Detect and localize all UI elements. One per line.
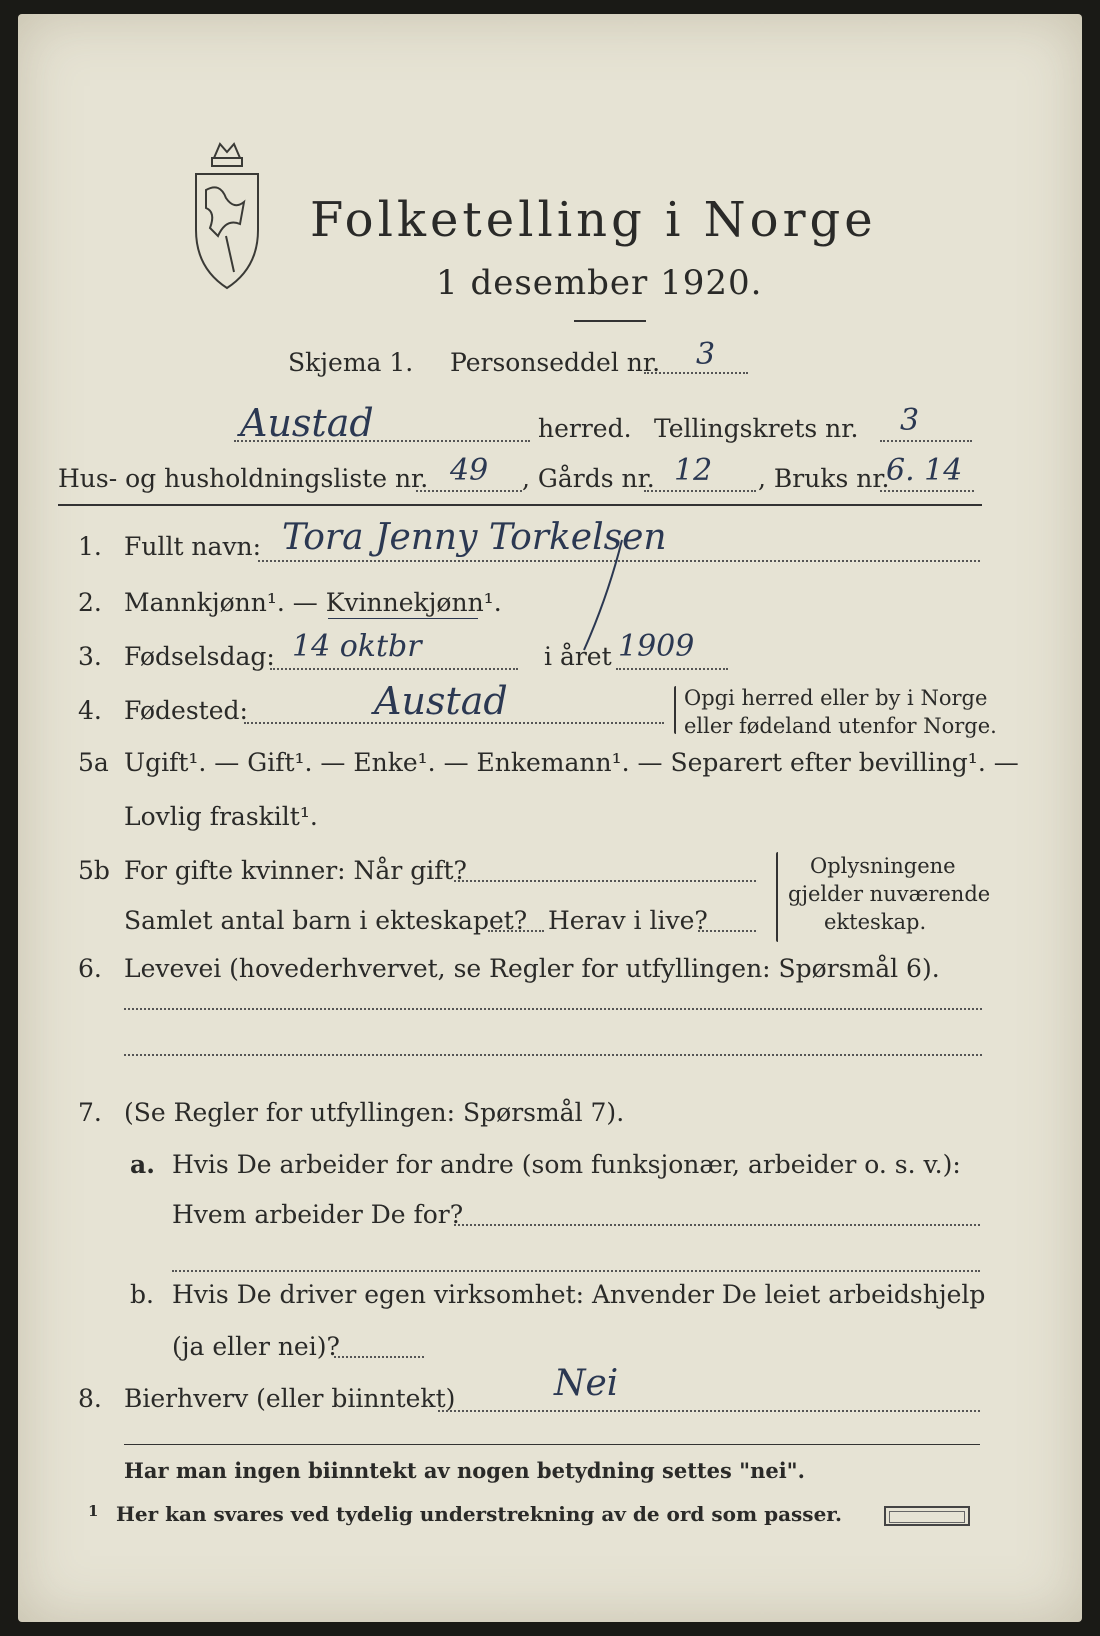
q4-number: 4. (78, 696, 102, 725)
marital-status-options-2: Lovlig fraskilt¹. (124, 802, 318, 831)
hired-help-label: (ja eller nei)? (172, 1332, 340, 1361)
hired-help-field[interactable] (334, 1356, 424, 1358)
married-when-field[interactable] (454, 880, 756, 882)
married-when-label: For gifte kvinner: Når gift? (124, 856, 467, 885)
q3-label: Fødselsdag: (124, 642, 275, 671)
census-form (18, 14, 1082, 1622)
q6-number: 6. (78, 954, 102, 983)
footnote-mark: 1 (88, 1502, 99, 1520)
marital-status-options: Ugift¹. — Gift¹. — Enke¹. — Enkemann¹. — Separert efter bevilling¹. — (124, 748, 1019, 777)
occupation-field-1[interactable] (124, 1008, 982, 1010)
employer-field[interactable] (454, 1224, 980, 1226)
side-income-label: Bierhverv (eller biinntekt) (124, 1384, 456, 1413)
children-count-label: Samlet antal barn i ekteskapet? (124, 906, 528, 935)
q8-number: 8. (78, 1384, 102, 1413)
employer-field-2[interactable] (172, 1270, 980, 1272)
bruks-label: , Bruks nr. (758, 464, 890, 493)
gender-options: Mannkjønn¹. — Kvinnekjønn¹. (124, 588, 502, 617)
side-income-value[interactable]: Nei (554, 1363, 619, 1404)
q7b-label: b. (130, 1280, 154, 1309)
year-label: i året (544, 642, 612, 671)
q7a-line-1: Hvis De arbeider for andre (som funksjonær, arbeider o. s. v.): (172, 1150, 961, 1179)
herred-label: herred. (538, 414, 632, 443)
hus-value[interactable]: 49 (450, 453, 489, 488)
form-title: Folketelling i Norge (310, 192, 877, 248)
nei-note: Har man ingen biinntekt av nogen betydning settes "nei". (124, 1458, 805, 1483)
gards-label: , Gårds nr. (522, 464, 655, 493)
marriage-note-3: ekteskap. (824, 910, 927, 934)
birthday-value[interactable]: 14 oktbr (292, 629, 422, 664)
q5a-number: 5a (78, 748, 109, 777)
q3-number: 3. (78, 642, 102, 671)
personseddel-label: Personseddel nr. (450, 348, 661, 377)
bruks-value[interactable]: 6. 14 (886, 453, 963, 488)
q1-number: 1. (78, 532, 102, 561)
q7-text: (Se Regler for utfyllingen: Spørsmål 7). (124, 1098, 625, 1127)
coat-of-arms-icon (186, 140, 268, 292)
bottom-rule (124, 1444, 980, 1445)
gender-underline (328, 618, 478, 619)
title-divider (574, 320, 646, 322)
employer-label: Hvem arbeider De for? (172, 1200, 464, 1229)
gards-value[interactable]: 12 (674, 453, 713, 488)
tellingskrets-value[interactable]: 3 (900, 403, 920, 438)
census-date: 1 desember 1920. (436, 263, 763, 303)
stamp-icon (884, 1506, 970, 1526)
birthplace-value[interactable]: Austad (374, 679, 508, 723)
children-count-field[interactable] (488, 930, 544, 932)
header-rule (58, 504, 982, 506)
tellingskrets-label: Tellingskrets nr. (654, 414, 859, 443)
q7a-label: a. (130, 1150, 155, 1179)
q1-label: Fullt navn: (124, 532, 262, 561)
herred-value[interactable]: Austad (240, 401, 374, 445)
birthplace-note-2: eller fødeland utenfor Norge. (684, 714, 997, 738)
marriage-note-2: gjelder nuværende (788, 882, 991, 906)
marriage-note-1: Oplysningene (810, 854, 956, 878)
birthplace-note-1: Opgi herred eller by i Norge (684, 686, 988, 710)
children-alive-label: Herav i live? (548, 906, 708, 935)
q4-label: Fødested: (124, 696, 248, 725)
q2-number: 2. (78, 588, 102, 617)
full-name-value[interactable]: Tora Jenny Torkelsen (282, 517, 667, 558)
hus-label: Hus- og husholdningsliste nr. (58, 464, 429, 493)
q7-number: 7. (78, 1098, 102, 1127)
occupation-field-2[interactable] (124, 1054, 982, 1056)
birth-year-value[interactable]: 1909 (618, 629, 695, 664)
personseddel-value[interactable]: 3 (696, 337, 716, 372)
skjema-label: Skjema 1. (288, 348, 414, 377)
q7b-line-1: Hvis De driver egen virksomhet: Anvender De leiet arbeidshjelp (172, 1280, 986, 1309)
occupation-label: Levevei (hovederhvervet, se Regler for utfyllingen: Spørsmål 6). (124, 954, 940, 983)
q5b-number: 5b (78, 856, 110, 885)
children-alive-field[interactable] (698, 930, 756, 932)
footnote: Her kan svares ved tydelig understrekning av de ord som passer. (116, 1502, 842, 1526)
